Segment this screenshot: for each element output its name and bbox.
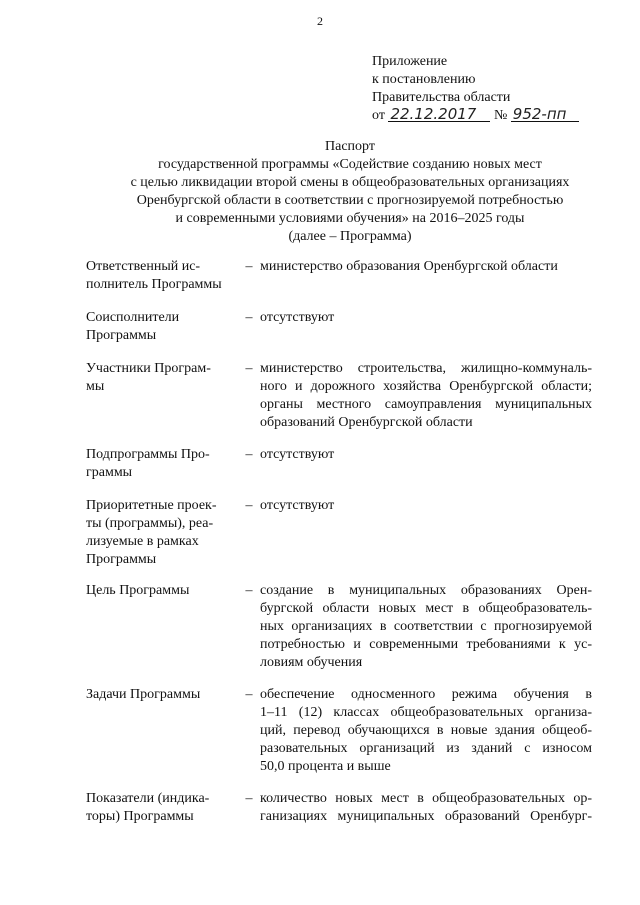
- row-label: [86, 446, 236, 482]
- value-line: создание в муниципальных образованиях Орен-: [260, 583, 592, 598]
- value-line: отсутствуют: [260, 310, 335, 325]
- value-line: обеспечение односменного режима обучения в: [260, 687, 592, 702]
- value-line: 50,0 процента и выше: [260, 759, 391, 774]
- value-line: потребностью и современными требованиями к ус-: [260, 637, 592, 652]
- row-value: [260, 790, 592, 826]
- title-line-3: с целью ликвидации второй смены в общеобразовательных организациях: [130, 175, 570, 190]
- appendix-line-2: к постановлению: [372, 72, 476, 87]
- from-label: от: [372, 108, 385, 123]
- dash: –: [245, 259, 253, 274]
- value-line: ций, перевод обучающихся в новые здания общеоб-: [260, 723, 592, 738]
- label-line: Ответственный ис-: [86, 259, 201, 274]
- handwritten-number: 952-пп: [511, 107, 579, 122]
- title-line-2: государственной программы «Содействие созданию новых мест: [158, 157, 542, 172]
- row-value: [260, 258, 592, 276]
- value-line: отсутствуют: [260, 447, 335, 462]
- label-line: Подпрограммы Про-: [86, 447, 210, 462]
- row-label: [86, 582, 236, 600]
- value-line: органы местного самоуправления муниципальных: [260, 397, 592, 412]
- value-line: министерство строительства, жилищно-коммуналь-: [260, 361, 592, 376]
- label-line: лизуемые в рамках: [86, 534, 199, 549]
- label-line: ты (программы), реа-: [86, 516, 214, 531]
- row-value: [260, 582, 592, 672]
- handwritten-date: 22.12.2017: [388, 107, 490, 122]
- value-line: разовательных организаций из зданий с износом: [260, 741, 592, 756]
- title-line-5: и современными условиями обучения» на 2016–2025 годы: [175, 211, 525, 226]
- number-label: №: [493, 108, 508, 123]
- label-line: Программы: [86, 328, 157, 343]
- label-line: мы: [86, 379, 105, 394]
- dash: –: [245, 361, 253, 376]
- row-value: [260, 360, 592, 432]
- dash: –: [245, 310, 253, 325]
- appendix-line-1: Приложение: [372, 54, 448, 69]
- label-line: Задачи Программы: [86, 687, 201, 702]
- value-line: отсутствуют: [260, 498, 335, 513]
- value-line: министерство образования Оренбургской области: [260, 259, 558, 274]
- dash: –: [245, 791, 253, 806]
- value-line: образований Оренбургской области: [260, 415, 473, 430]
- label-line: Программы: [86, 552, 157, 567]
- value-line: количество новых мест в общеобразовательных ор-: [260, 791, 592, 806]
- document-title: [60, 138, 640, 246]
- label-line: Приоритетные проек-: [86, 498, 217, 513]
- row-value: [260, 446, 592, 464]
- label-line: Соисполнители: [86, 310, 180, 325]
- page-number: 2: [317, 14, 323, 28]
- row-label: [86, 309, 236, 345]
- row-label: [86, 497, 236, 569]
- value-line: 1–11 (12) классах общеобразовательных организа-: [260, 705, 592, 720]
- label-line: Цель Программы: [86, 583, 190, 598]
- value-line: ных организациях в соответствии с прогнозируемой: [260, 619, 592, 634]
- label-line: Участники Програм-: [86, 361, 211, 376]
- value-line: ного и дорожного хозяйства Оренбургской области;: [260, 379, 592, 394]
- title-line-6: (далее – Программа): [288, 229, 412, 244]
- value-line: бургской области новых мест в общеобразователь-: [260, 601, 592, 616]
- title-line-4: Оренбургской области в соответствии с прогнозируемой потребностью: [136, 193, 564, 208]
- label-line: полнитель Программы: [86, 277, 222, 292]
- dash: –: [245, 498, 253, 513]
- appendix-line-3: Правительства области: [372, 90, 511, 105]
- row-value: [260, 686, 592, 776]
- dash: –: [245, 583, 253, 598]
- dash: –: [245, 447, 253, 462]
- appendix-date-line: [372, 107, 579, 125]
- dash: –: [245, 687, 253, 702]
- label-line: торы) Программы: [86, 809, 194, 824]
- row-value: [260, 309, 592, 327]
- row-value: [260, 497, 592, 515]
- label-line: Показатели (индика-: [86, 791, 210, 806]
- label-line: граммы: [86, 465, 133, 480]
- row-label: [86, 360, 236, 396]
- appendix-block: [372, 53, 579, 125]
- row-label: [86, 686, 236, 704]
- title-line-1: Паспорт: [325, 139, 375, 154]
- value-line: ловиям обучения: [260, 655, 363, 670]
- row-label: [86, 790, 236, 826]
- row-label: [86, 258, 236, 294]
- value-line: ганизациях муниципальных образований Оренбург-: [260, 809, 592, 824]
